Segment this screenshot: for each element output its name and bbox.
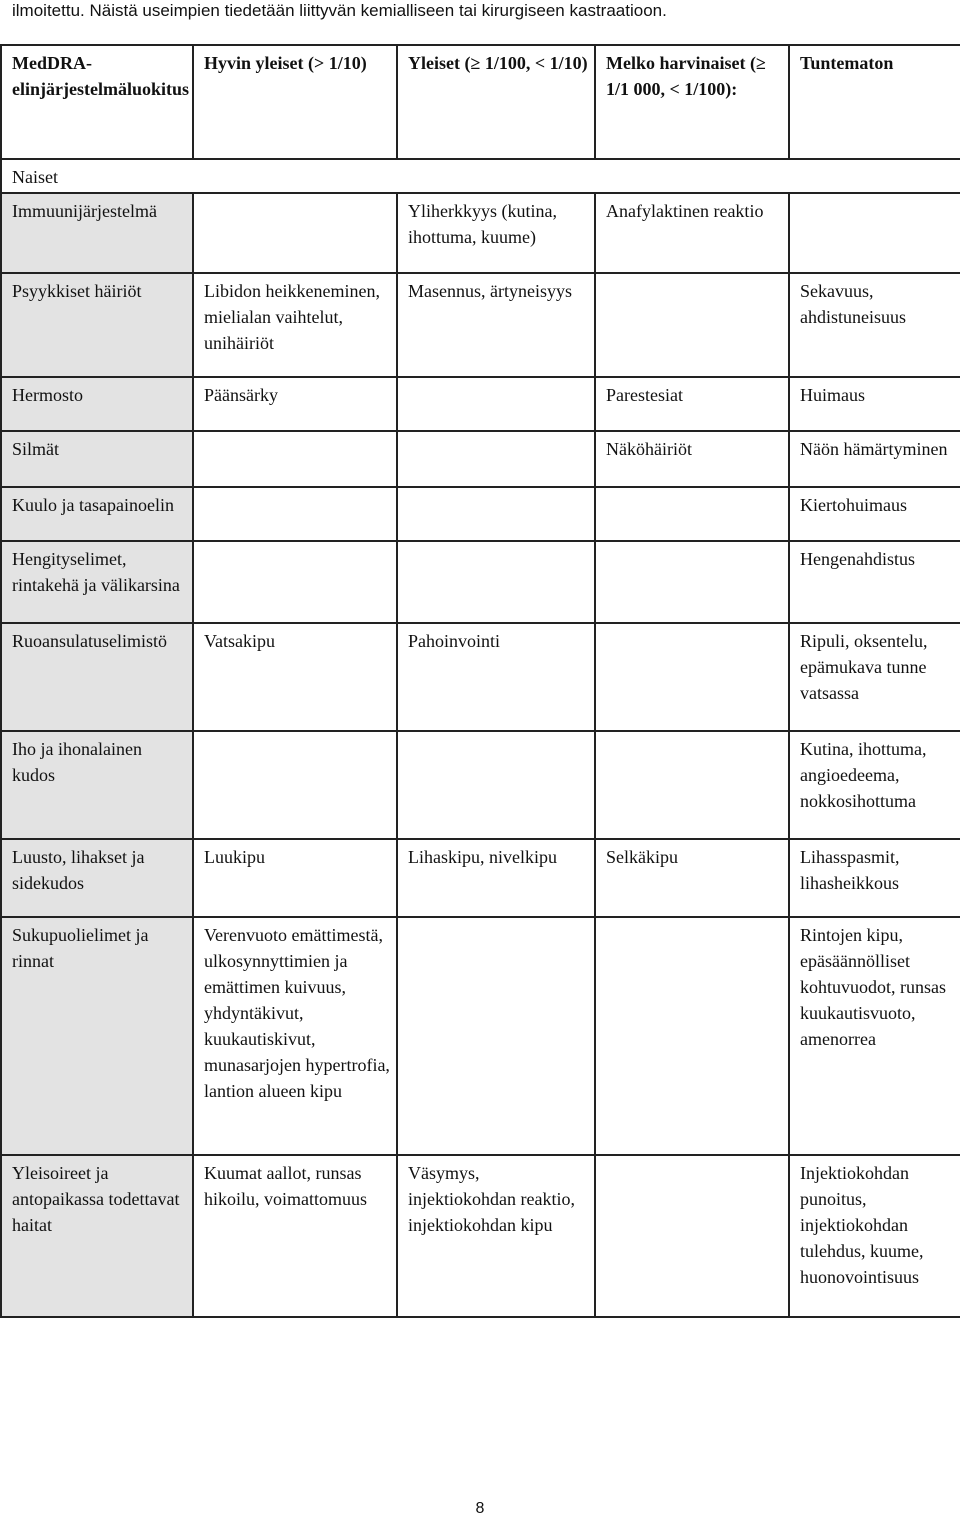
unknown-cell: Huimaus	[789, 377, 960, 431]
table-row	[1, 541, 960, 623]
very-common-cell: Vatsakipu	[193, 623, 397, 731]
uncommon-cell	[595, 917, 789, 1155]
subheader-row	[1, 159, 960, 193]
table-row	[1, 917, 960, 1155]
common-cell	[397, 377, 595, 431]
soc-cell: Psyykkiset häiriöt	[1, 273, 193, 377]
table-row	[1, 623, 960, 731]
very-common-cell	[193, 731, 397, 839]
very-common-cell: Libidon heikkeneminen, mielialan vaihtelut, unihäiriöt	[193, 273, 397, 377]
header-common: Yleiset (≥ 1/100, < 1/10)	[397, 45, 595, 159]
uncommon-cell	[595, 541, 789, 623]
very-common-cell: Verenvuoto emättimestä, ulkosynnyttimien ja emättimen kuivuus, yhdyntäkivut, kuukautiskivut, munasarjojen hypertrofia, lantion alueen kipu	[193, 917, 397, 1155]
very-common-cell	[193, 193, 397, 273]
soc-cell: Kuulo ja tasapainoelin	[1, 487, 193, 541]
common-cell: Väsymys, injektiokohdan reaktio, injektiokohdan kipu	[397, 1155, 595, 1317]
soc-cell: Silmät	[1, 431, 193, 487]
table-row	[1, 431, 960, 487]
soc-cell: Immuunijärjestelmä	[1, 193, 193, 273]
unknown-cell: Rintojen kipu, epäsäännölliset kohtuvuodot, runsas kuukautisvuoto, amenorrea	[789, 917, 960, 1155]
unknown-cell	[789, 193, 960, 273]
table-row	[1, 193, 960, 273]
uncommon-cell: Parestesiat	[595, 377, 789, 431]
unknown-cell: Sekavuus, ahdistuneisuus	[789, 273, 960, 377]
table-row	[1, 377, 960, 431]
very-common-cell	[193, 487, 397, 541]
very-common-cell	[193, 541, 397, 623]
common-cell	[397, 917, 595, 1155]
table-row	[1, 273, 960, 377]
very-common-cell: Kuumat aallot, runsas hikoilu, voimattomuus	[193, 1155, 397, 1317]
unknown-cell: Kiertohuimaus	[789, 487, 960, 541]
header-soc: MedDRA-elinjärjestelmäluokitus	[1, 45, 193, 159]
common-cell	[397, 431, 595, 487]
table-header-row	[1, 45, 960, 159]
common-cell	[397, 541, 595, 623]
soc-cell: Iho ja ihonalainen kudos	[1, 731, 193, 839]
subheader-women: Naiset	[1, 159, 960, 193]
common-cell: Masennus, ärtyneisyys	[397, 273, 595, 377]
uncommon-cell	[595, 487, 789, 541]
uncommon-cell: Näköhäiriöt	[595, 431, 789, 487]
unknown-cell: Ripuli, oksentelu, epämukava tunne vatsassa	[789, 623, 960, 731]
page-number: 8	[475, 1500, 485, 1517]
header-uncommon: Melko harvinaiset (≥ 1/1 000, < 1/100):	[595, 45, 789, 159]
soc-cell: Yleisoireet ja antopaikassa todettavat haitat	[1, 1155, 193, 1317]
uncommon-cell	[595, 1155, 789, 1317]
soc-cell: Hermosto	[1, 377, 193, 431]
common-cell	[397, 731, 595, 839]
uncommon-cell: Anafylaktinen reaktio	[595, 193, 789, 273]
common-cell: Yliherkkyys (kutina, ihottuma, kuume)	[397, 193, 595, 273]
uncommon-cell: Selkäkipu	[595, 839, 789, 917]
unknown-cell: Näön hämärtyminen	[789, 431, 960, 487]
adverse-reactions-table	[0, 44, 960, 1318]
header-very-common: Hyvin yleiset (> 1/10)	[193, 45, 397, 159]
common-cell: Pahoinvointi	[397, 623, 595, 731]
header-unknown: Tuntematon	[789, 45, 960, 159]
soc-cell: Ruoansulatuselimistö	[1, 623, 193, 731]
intro-text: ilmoitettu. Näistä useimpien tiedetään liittyvän kemialliseen tai kirurgiseen kastraatioon.	[12, 1, 667, 20]
table-row	[1, 731, 960, 839]
table-row	[1, 487, 960, 541]
unknown-cell: Lihasspasmit, lihasheikkous	[789, 839, 960, 917]
common-cell	[397, 487, 595, 541]
soc-cell: Hengityselimet, rintakehä ja välikarsina	[1, 541, 193, 623]
table-row	[1, 1155, 960, 1317]
uncommon-cell	[595, 623, 789, 731]
very-common-cell: Päänsärky	[193, 377, 397, 431]
table-row	[1, 839, 960, 917]
uncommon-cell	[595, 273, 789, 377]
very-common-cell	[193, 431, 397, 487]
very-common-cell: Luukipu	[193, 839, 397, 917]
unknown-cell: Kutina, ihottuma, angioedeema, nokkosihottuma	[789, 731, 960, 839]
soc-cell: Luusto, lihakset ja sidekudos	[1, 839, 193, 917]
unknown-cell: Hengenahdistus	[789, 541, 960, 623]
unknown-cell: Injektiokohdan punoitus, injektiokohdan tulehdus, kuume, huonovointisuus	[789, 1155, 960, 1317]
common-cell: Lihaskipu, nivelkipu	[397, 839, 595, 917]
soc-cell: Sukupuolielimet ja rinnat	[1, 917, 193, 1155]
uncommon-cell	[595, 731, 789, 839]
